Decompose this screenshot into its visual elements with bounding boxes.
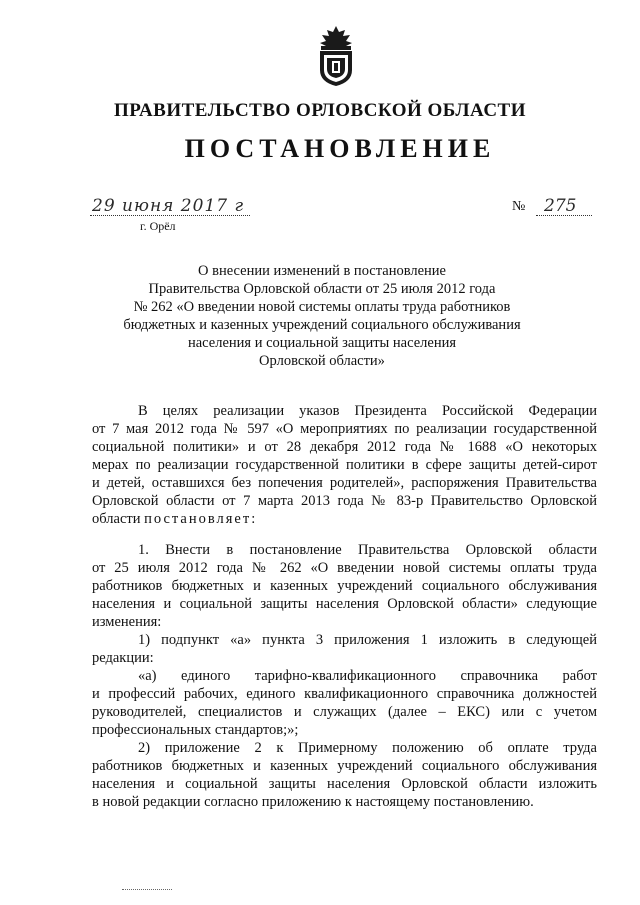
title-line: № 262 «О введении новой системы оплаты труда работников — [133, 299, 511, 315]
spaced-word: постановляет: — [144, 511, 258, 527]
title-line: населения и социальной защиты населения — [187, 335, 457, 351]
number-underline — [536, 215, 592, 216]
text-line: и детей, оставшихся без попечения родителей», распоряжения Правительства — [92, 475, 597, 491]
text-line-last: профессиональных стандартов;»; — [92, 722, 299, 738]
coat-of-arms-emblem — [312, 24, 360, 88]
text-line: населения и социальной защиты населения Орловской области изложить — [92, 776, 597, 792]
text-fragment: области — [92, 511, 145, 527]
text-line-last: в новой редакции согласно приложению к настоящему постановлению. — [92, 794, 534, 810]
text-line: мерах по реализации государственной политики в сфере защиты детей-сирот — [92, 457, 597, 473]
city-label: г. Орёл — [140, 219, 176, 233]
preamble-paragraph — [92, 402, 597, 528]
decree-date — [90, 196, 250, 218]
title-line: Правительства Орловской области от 25 июля 2012 года — [148, 281, 496, 297]
document-type: ПОСТАНОВЛЕНИЕ — [184, 134, 496, 163]
date-underline — [90, 215, 250, 216]
title-line: бюджетных и казенных учреждений социального обслуживания — [123, 317, 521, 333]
text-line-last: редакции: — [92, 650, 154, 666]
title-line: О внесении изменений в постановление — [198, 263, 446, 279]
title-line: Орловской области» — [259, 353, 385, 369]
text-line: В целях реализации указов Президента Российской Федерации — [138, 403, 597, 419]
decree-title — [60, 262, 584, 370]
text-line: от 7 мая 2012 года № 597 «О мероприятиях по реализации государственной — [92, 421, 597, 437]
text-line: населения и социальной защиты населения Орловской области» следующие — [92, 596, 597, 612]
quoted-text-paragraph — [92, 667, 597, 739]
text-line-last — [92, 510, 597, 528]
text-line: 1) подпункт «а» пункта 3 приложения 1 изложить в следующей — [138, 632, 597, 648]
subpoint-2-paragraph — [92, 739, 597, 811]
text-line: работников бюджетных и казенных учреждений социального обслуживания — [92, 578, 597, 594]
handwritten-date: 29 июня 2017 г — [92, 196, 245, 216]
text-line: и профессий рабочих, единого квалификационного справочника должностей — [92, 686, 597, 702]
text-line: руководителей, специалистов и служащих (далее – ЕКС) или с учетом — [92, 704, 597, 720]
subpoint-1-paragraph — [92, 631, 597, 667]
decree-number — [512, 196, 592, 218]
text-line: от 25 июля 2012 года № 262 «О введении новой системы оплаты труда — [92, 560, 597, 576]
text-line: социальной политики» и от 28 декабря 2012 года № 1688 «О некоторых — [92, 439, 597, 455]
number-sign: № — [512, 199, 526, 214]
handwritten-number: 275 — [544, 196, 577, 216]
text-line: 2) приложение 2 к Примерному положению об оплате труда — [138, 740, 597, 756]
text-line: Орловской области от 7 марта 2013 года № 83-р Правительство Орловской — [92, 493, 597, 509]
text-line: «а) единого тарифно-квалификационного справочника работ — [138, 668, 597, 684]
text-line: работников бюджетных и казенных учреждений социального обслуживания — [92, 758, 597, 774]
point-1-paragraph — [92, 541, 597, 631]
page-footer-mark — [122, 889, 172, 890]
government-name: ПРАВИТЕЛЬСТВО ОРЛОВСКОЙ ОБЛАСТИ — [113, 100, 526, 121]
text-line: 1. Внести в постановление Правительства Орловской области — [138, 542, 597, 558]
text-line-last: изменения: — [92, 614, 162, 630]
